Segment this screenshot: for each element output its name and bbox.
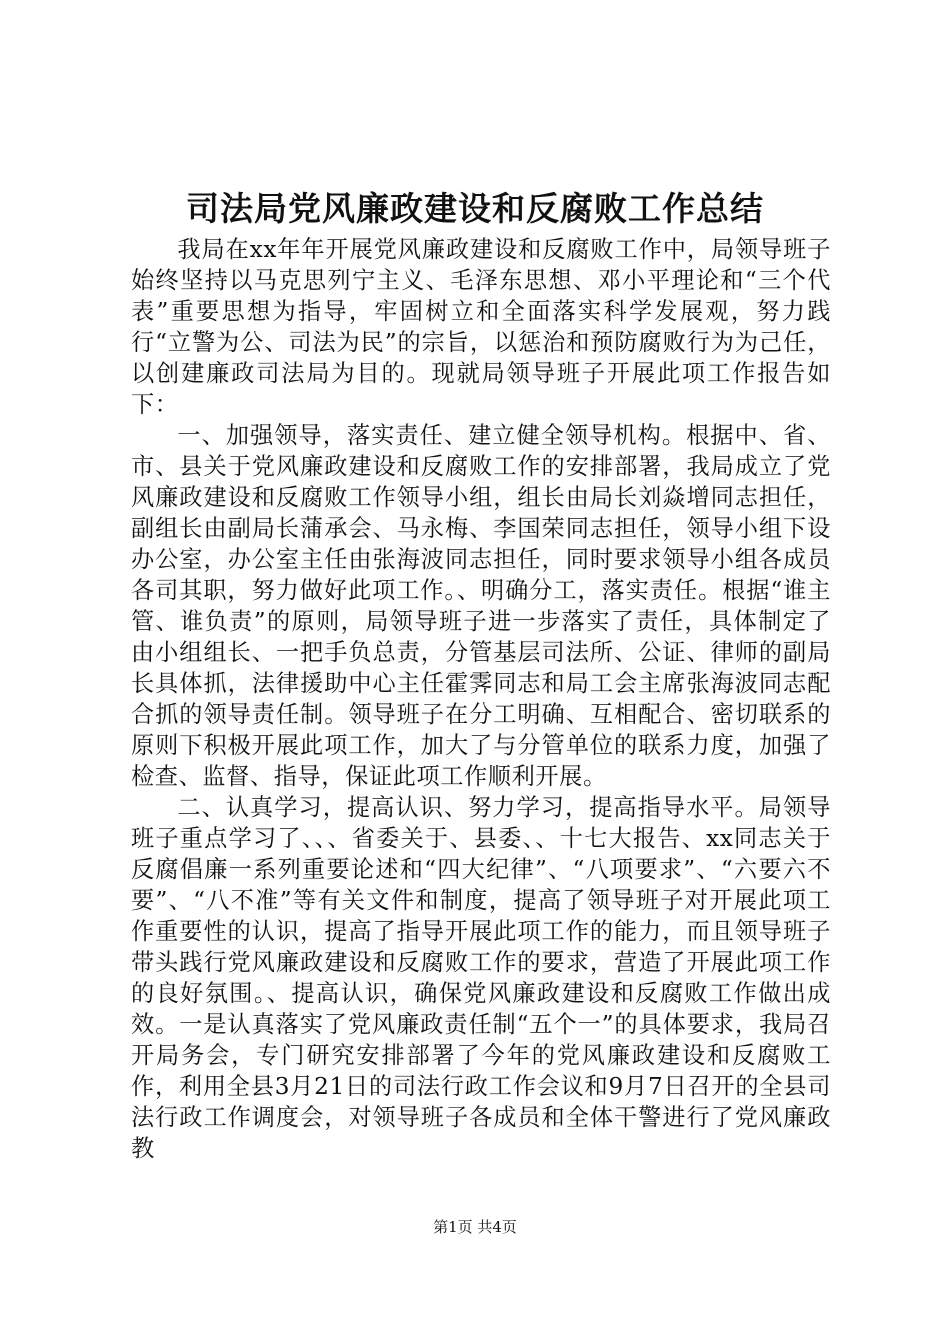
- paragraph-intro: 我局在xx年年开展党风廉政建设和反腐败工作中，局领导班子始终坚持以马克思列宁主义、毛泽东思想、邓小平理论和“三个代表”重要思想为指导，牢固树立和全面落实科学发展观，努力践行“立警为公、司法为民”的宗旨，以惩治和预防腐败行为为己任，以创建廉政司法局为目的。现就局领导班子开展此项工作报告如下：: [131, 236, 831, 418]
- paragraph-section-1: 一、加强领导，落实责任、建立健全领导机构。根据中、省、市、县关于党风廉政建设和反腐败工作的安排部署，我局成立了党风廉政建设和反腐败工作领导小组，组长由局长刘焱增同志担任，副组长由副局长蒲承会、马永梅、李国荣同志担任，领导小组下设办公室，办公室主任由张海波同志担任，同时要求领导小组各成员各司其职，努力做好此项工作。、明确分工，落实责任。根据“谁主管、谁负责”的原则，局领导班子进一步落实了责任，具体制定了由小组组长、一把手负总责，分管基层司法所、公证、律师的副局长具体抓，法律援助中心主任霍霁同志和局工会主席张海波同志配合抓的领导责任制。领导班子在分工明确、互相配合、密切联系的原则下积极开展此项工作，加大了与分管单位的联系力度，加强了检查、监督、指导，保证此项工作顺利开展。: [131, 422, 831, 790]
- document-title: 司法局党风廉政建设和反腐败工作总结: [186, 189, 764, 228]
- document-body: [131, 234, 831, 1164]
- page-number-footer: 第1页 共4页: [433, 1218, 517, 1236]
- paragraph-section-2: 二、认真学习，提高认识、努力学习，提高指导水平。局领导班子重点学习了、、、省委关于、县委、、十七大报告、xx同志关于反腐倡廉一系列重要论述和“四大纪律”、“八项要求”、“六要六不要”、“八不准”等有关文件和制度，提高了领导班子对开展此项工作重要性的认识，提高了指导开展此项工作的能力，而且领导班子带头践行党风廉政建设和反腐败工作的要求，营造了开展此项工作的良好氛围。、提高认识，确保党风廉政建设和反腐败工作做出成效。一是认真落实了党风廉政责任制“五个一”的具体要求，我局召开局务会，专门研究安排部署了今年的党风廉政建设和反腐败工作，利用全县3月21日的司法行政工作会议和9月7日召开的全县司法行政工作调度会，对领导班子各成员和全体干警进行了党风廉政教: [131, 794, 831, 1162]
